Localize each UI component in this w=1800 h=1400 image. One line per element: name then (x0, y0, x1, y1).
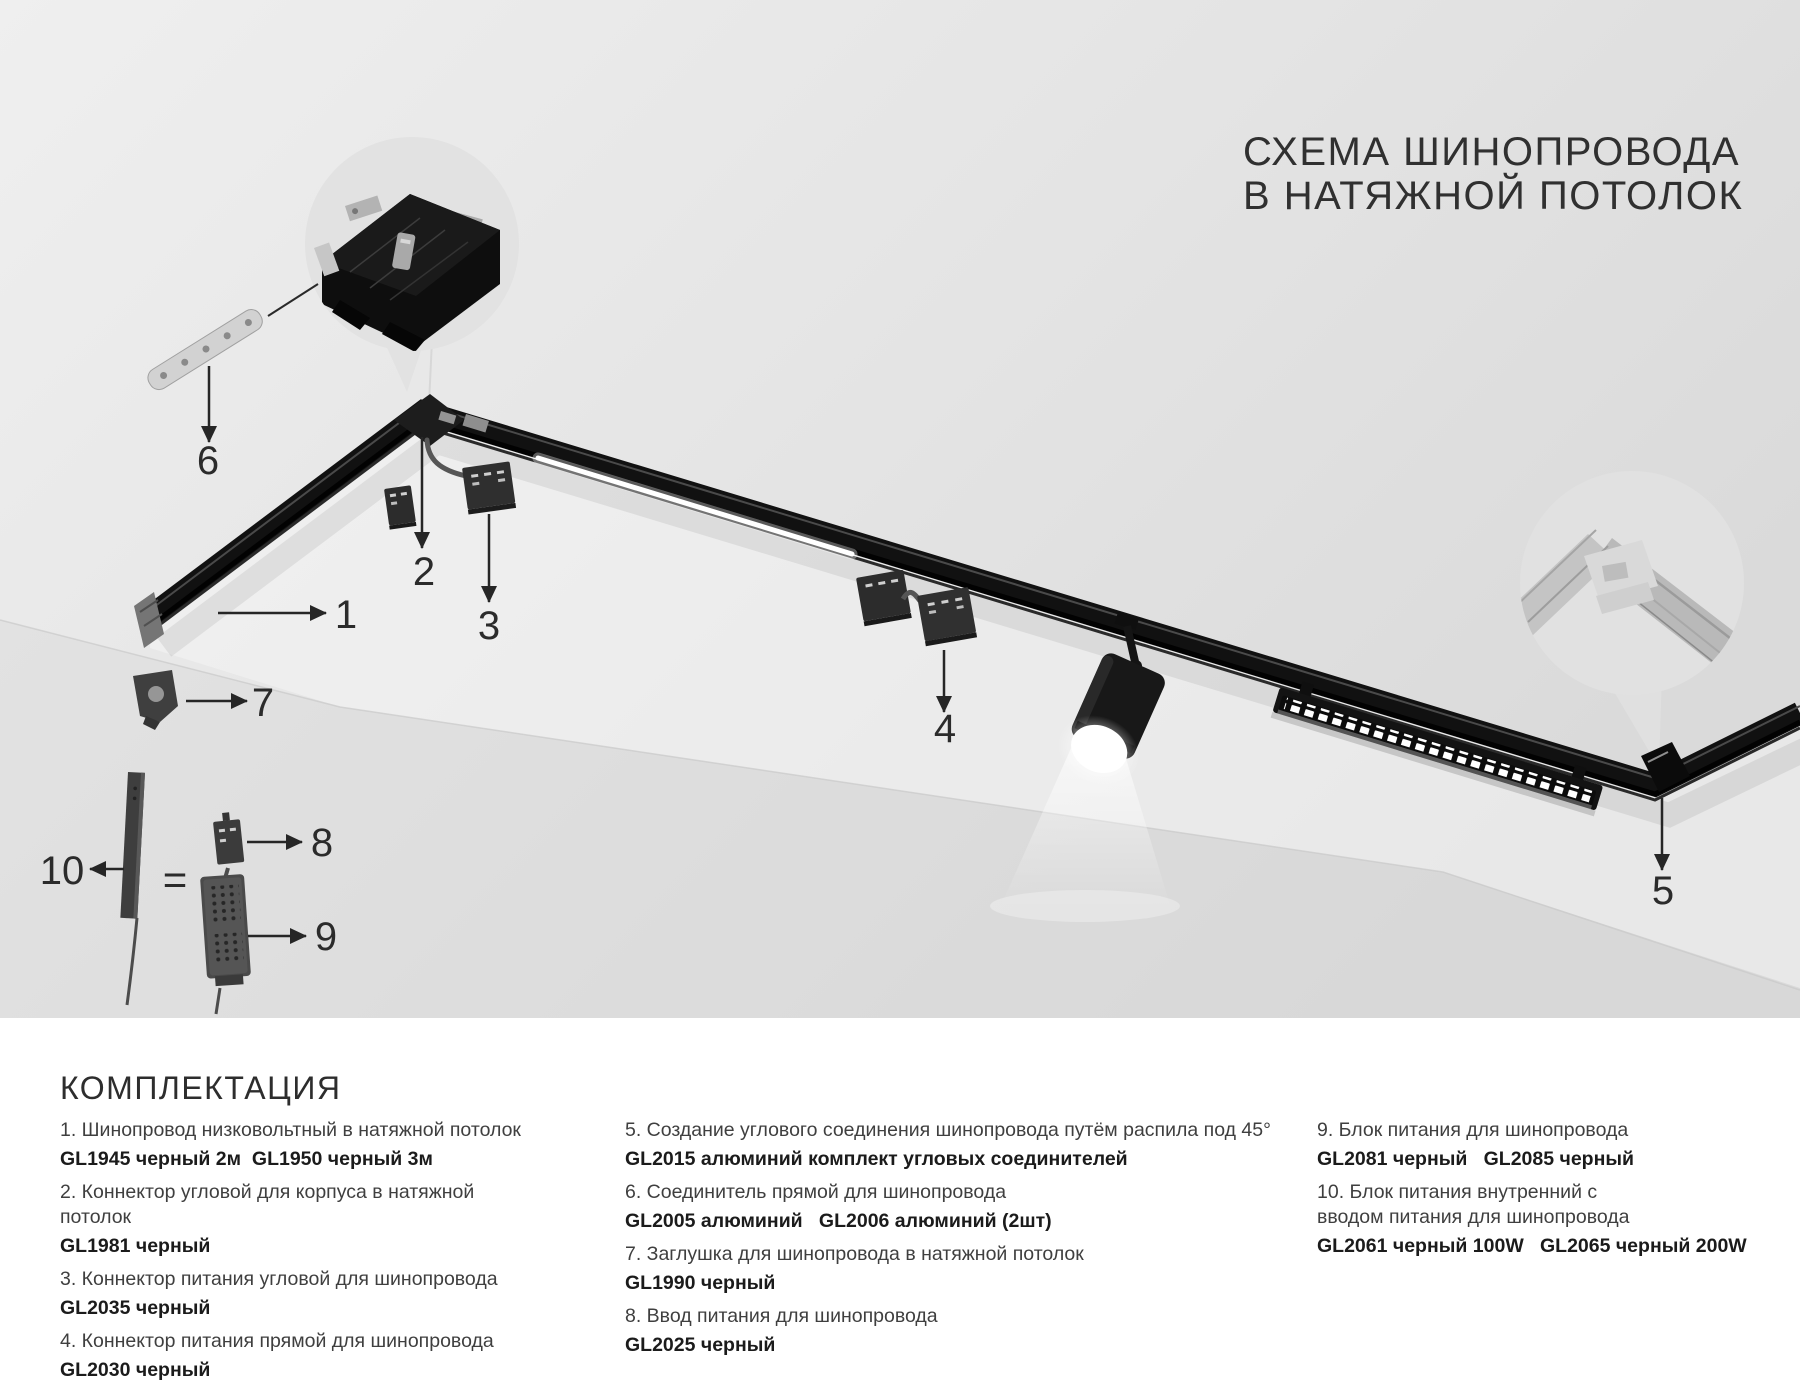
part-code: GL2061 черный 100W GL2065 черный 200W (1317, 1235, 1747, 1257)
part-name: 9. Блок питания для шинопровода (1317, 1119, 1629, 1141)
parts-list-item (1317, 1118, 1667, 1171)
part-name: 4. Коннектор питания прямой для шинопровода (60, 1330, 494, 1352)
part-corner-housing-connector (384, 485, 416, 529)
part-code: GL2081 черный GL2085 черный (1317, 1148, 1634, 1170)
part-name: 3. Коннектор питания угловой для шинопровода (60, 1268, 498, 1290)
parts-list-column-2 (625, 1118, 1325, 1366)
callout-label-1: 1 (334, 593, 358, 637)
callout-label-6: 6 (196, 439, 220, 483)
callout-label-2: 2 (412, 550, 436, 594)
callout-label-8: 8 (310, 821, 334, 865)
part-code: GL1945 черный 2м GL1950 черный 3м (60, 1148, 433, 1170)
part-code: GL2025 черный (625, 1334, 776, 1356)
callout-label-3: 3 (477, 604, 501, 648)
callout-label-7: 7 (251, 681, 275, 725)
part-name: 1. Шинопровод низковольтный в натяжной потолок (60, 1119, 521, 1141)
callout-label-9: 9 (314, 915, 338, 959)
parts-list-item (625, 1118, 1325, 1171)
part-name: 2. Коннектор угловой для корпуса в натяжной потолок (60, 1181, 475, 1228)
floor-glow (990, 890, 1180, 922)
parts-list-item (625, 1180, 1325, 1233)
part-code: GL1981 черный (60, 1235, 211, 1257)
parts-list-item (60, 1118, 540, 1171)
page-title-line2: В НАТЯЖНОЙ ПОТОЛОК (1243, 174, 1744, 218)
part-name: 8. Ввод питания для шинопровода (625, 1305, 938, 1327)
part-code: GL2005 алюминий GL2006 алюминий (2шт) (625, 1210, 1052, 1232)
parts-list-column-3 (1317, 1118, 1747, 1267)
parts-list-item (60, 1329, 540, 1382)
parts-list-item (60, 1267, 540, 1320)
part-name: 10. Блок питания внутренний с вводом питания для шинопровода (1317, 1181, 1630, 1228)
parts-list-section (0, 1018, 1800, 1400)
parts-list-item (60, 1180, 540, 1258)
equals-sign: = (162, 856, 188, 903)
part-name: 7. Заглушка для шинопровода в натяжной потолок (625, 1243, 1084, 1265)
page-title (1243, 130, 1743, 218)
parts-list-column-1 (60, 1118, 540, 1391)
part-code: GL1990 черный (625, 1272, 776, 1294)
callout-label-5: 5 (1651, 869, 1675, 913)
parts-list-item (625, 1242, 1325, 1295)
part-code: GL2015 алюминий комплект угловых соединителей (625, 1148, 1128, 1170)
parts-list-heading: КОМПЛЕКТАЦИЯ (60, 1070, 342, 1106)
parts-list-item (625, 1304, 1325, 1357)
part-name: 5. Создание углового соединения шинопровода путём распила под 45° (625, 1119, 1271, 1141)
callout-label-10: 10 (39, 849, 85, 893)
part-name: 6. Соединитель прямой для шинопровода (625, 1181, 1007, 1203)
callout-label-4: 4 (933, 707, 957, 751)
part-code: GL2030 черный (60, 1359, 211, 1381)
part-code: GL2035 черный (60, 1297, 211, 1319)
page-title-line1: СХЕМА ШИНОПРОВОДА (1243, 130, 1741, 174)
parts-list-item (1317, 1180, 1747, 1258)
